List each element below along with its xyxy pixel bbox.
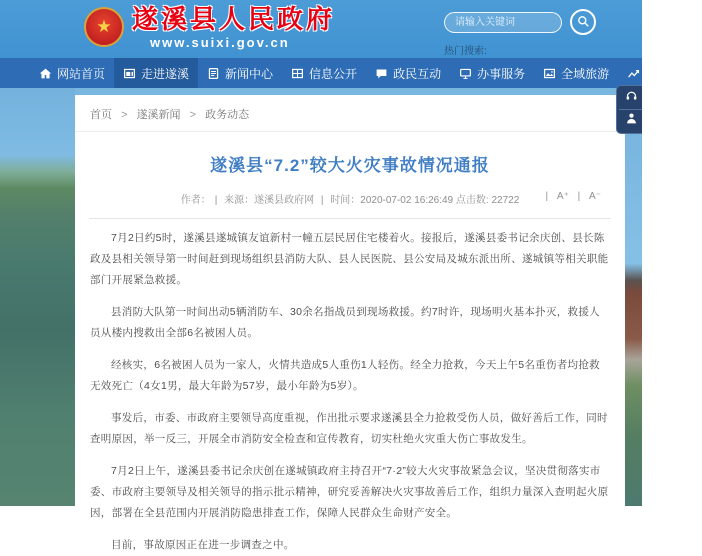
nav-item-home[interactable]	[30, 58, 114, 88]
site-logo[interactable]	[84, 4, 335, 50]
meta-separator: |	[320, 195, 324, 206]
headset-icon	[625, 89, 638, 107]
main-nav	[0, 58, 694, 88]
site-header	[0, 0, 642, 58]
meta-clicks: 点击数: 22722	[455, 195, 520, 206]
home-icon	[39, 67, 52, 80]
article-paragraph: 县消防大队第一时间出动5辆消防车、30余名指战员到现场救援。约7时许，现场明火基本扑灭，救援人员从楼内搜救出全部6名被困人员。	[90, 306, 600, 339]
nav-item-interaction[interactable]	[366, 58, 450, 88]
nav-item-label: 新闻中心	[225, 66, 274, 81]
nav-item-label: 全域旅游	[561, 66, 610, 81]
window-icon	[123, 67, 136, 80]
breadcrumb-separator: >	[189, 109, 197, 121]
controls-separator: |	[577, 191, 581, 202]
nav-item-tourism[interactable]	[534, 58, 618, 88]
article-paragraph: 事发后，市委、市政府主要领导高度重视，作出批示要求遂溪县全力抢救受伤人员，做好善后工作，同时查明原因，举一反三，开展全市消防安全检查和宣传教育，切实杜绝火灾重大伤亡事故发生。	[90, 412, 608, 445]
breadcrumb-home[interactable]: 首页	[90, 109, 112, 121]
image-icon	[543, 67, 556, 80]
monitor-icon	[459, 67, 472, 80]
nav-item-info-disclosure[interactable]	[282, 58, 366, 88]
article-paragraph: 目前，事故原因正在进一步调查之中。	[111, 539, 295, 551]
chart-icon	[627, 67, 640, 80]
article-paragraph: 7月2日约5时，遂溪县遂城镇友谊新村一幢五层民居住宅楼着火。接报后，遂溪县委书记余庆创、县长陈政及县相关领导第一时间赶到现场组织县消防大队、县人民医院、县公安局及城东派出所、遂城镇等相关职能部门开展紧急救援。	[90, 232, 609, 286]
nav-item-label: 信息公开	[309, 66, 358, 81]
nav-item-news-center[interactable]	[198, 58, 282, 88]
article-body	[75, 219, 625, 556]
floating-headset-button[interactable]	[621, 89, 641, 107]
breadcrumb	[75, 95, 625, 132]
site-url: www.suixi.gov.cn	[150, 35, 290, 50]
background-scenery-right	[625, 88, 642, 506]
meta-separator: |	[214, 195, 218, 206]
chat-icon	[375, 67, 388, 80]
nav-item-about-suixi[interactable]	[114, 58, 198, 88]
controls-separator: |	[545, 191, 549, 202]
hot-search-label: 热门搜索:	[444, 46, 487, 57]
background-scenery-left	[0, 88, 75, 506]
floating-accessibility-button[interactable]	[621, 112, 641, 130]
article-title: 遂溪县“7.2”较大火灾事故情况通报	[210, 156, 490, 175]
article-paragraph: 经核实，6名被困人员为一家人，火情共造成5人重伤1人轻伤。经全力抢救，今天上午5名重伤者均抢救无效死亡（4女1男，最大年龄为57岁，最小年龄为5岁）。	[90, 359, 600, 392]
font-size-controls	[542, 191, 603, 202]
breadcrumb-separator: >	[121, 109, 128, 121]
search-input[interactable]	[444, 12, 562, 33]
search-button[interactable]	[570, 9, 596, 35]
nav-item-site-navigation[interactable]	[618, 58, 702, 88]
news-doc-icon	[207, 67, 220, 80]
meta-author-label: 作者：	[180, 195, 211, 206]
nav-item-label: 站群导航	[645, 66, 694, 81]
grid-icon	[291, 67, 304, 80]
nav-item-label: 网站首页	[57, 66, 106, 81]
nav-item-services[interactable]	[450, 58, 534, 88]
nav-item-label: 政民互动	[393, 66, 442, 81]
floating-toolbar	[616, 85, 642, 134]
meta-time: 时间：2020-07-02 16:26:49	[330, 195, 454, 206]
nav-item-label: 办事服务	[477, 66, 526, 81]
font-decrease-button[interactable]: A⁻	[589, 191, 601, 202]
article-paragraph: 7月2日上午，遂溪县委书记余庆创在遂城镇政府主持召开“7·2”较大火灾事故紧急会议，坚决贯彻落实市委、市政府主要领导及相关领导的指示批示精神，研究妥善解决火灾事故善后工作，组织力量深入查明起火原因，部署在全县范围内开展消防隐患排查工作，保障人民群众生命财产安全。	[90, 465, 609, 519]
site-name: 遂溪县人民政府	[132, 4, 336, 34]
font-increase-button[interactable]: A⁺	[556, 191, 569, 202]
magnifier-icon	[576, 14, 590, 31]
person-icon	[625, 112, 638, 130]
nav-item-label: 走进遂溪	[141, 66, 190, 81]
breadcrumb-suixi-news[interactable]: 遂溪新闻	[136, 109, 181, 121]
article-meta	[75, 191, 625, 206]
breadcrumb-gov-updates[interactable]: 政务动态	[205, 109, 250, 121]
national-emblem-icon: ★	[84, 7, 124, 47]
toolbar-divider	[619, 109, 642, 110]
meta-source: 来源：遂溪县政府网	[224, 195, 315, 206]
article-panel	[75, 95, 625, 551]
search-area	[444, 9, 596, 57]
